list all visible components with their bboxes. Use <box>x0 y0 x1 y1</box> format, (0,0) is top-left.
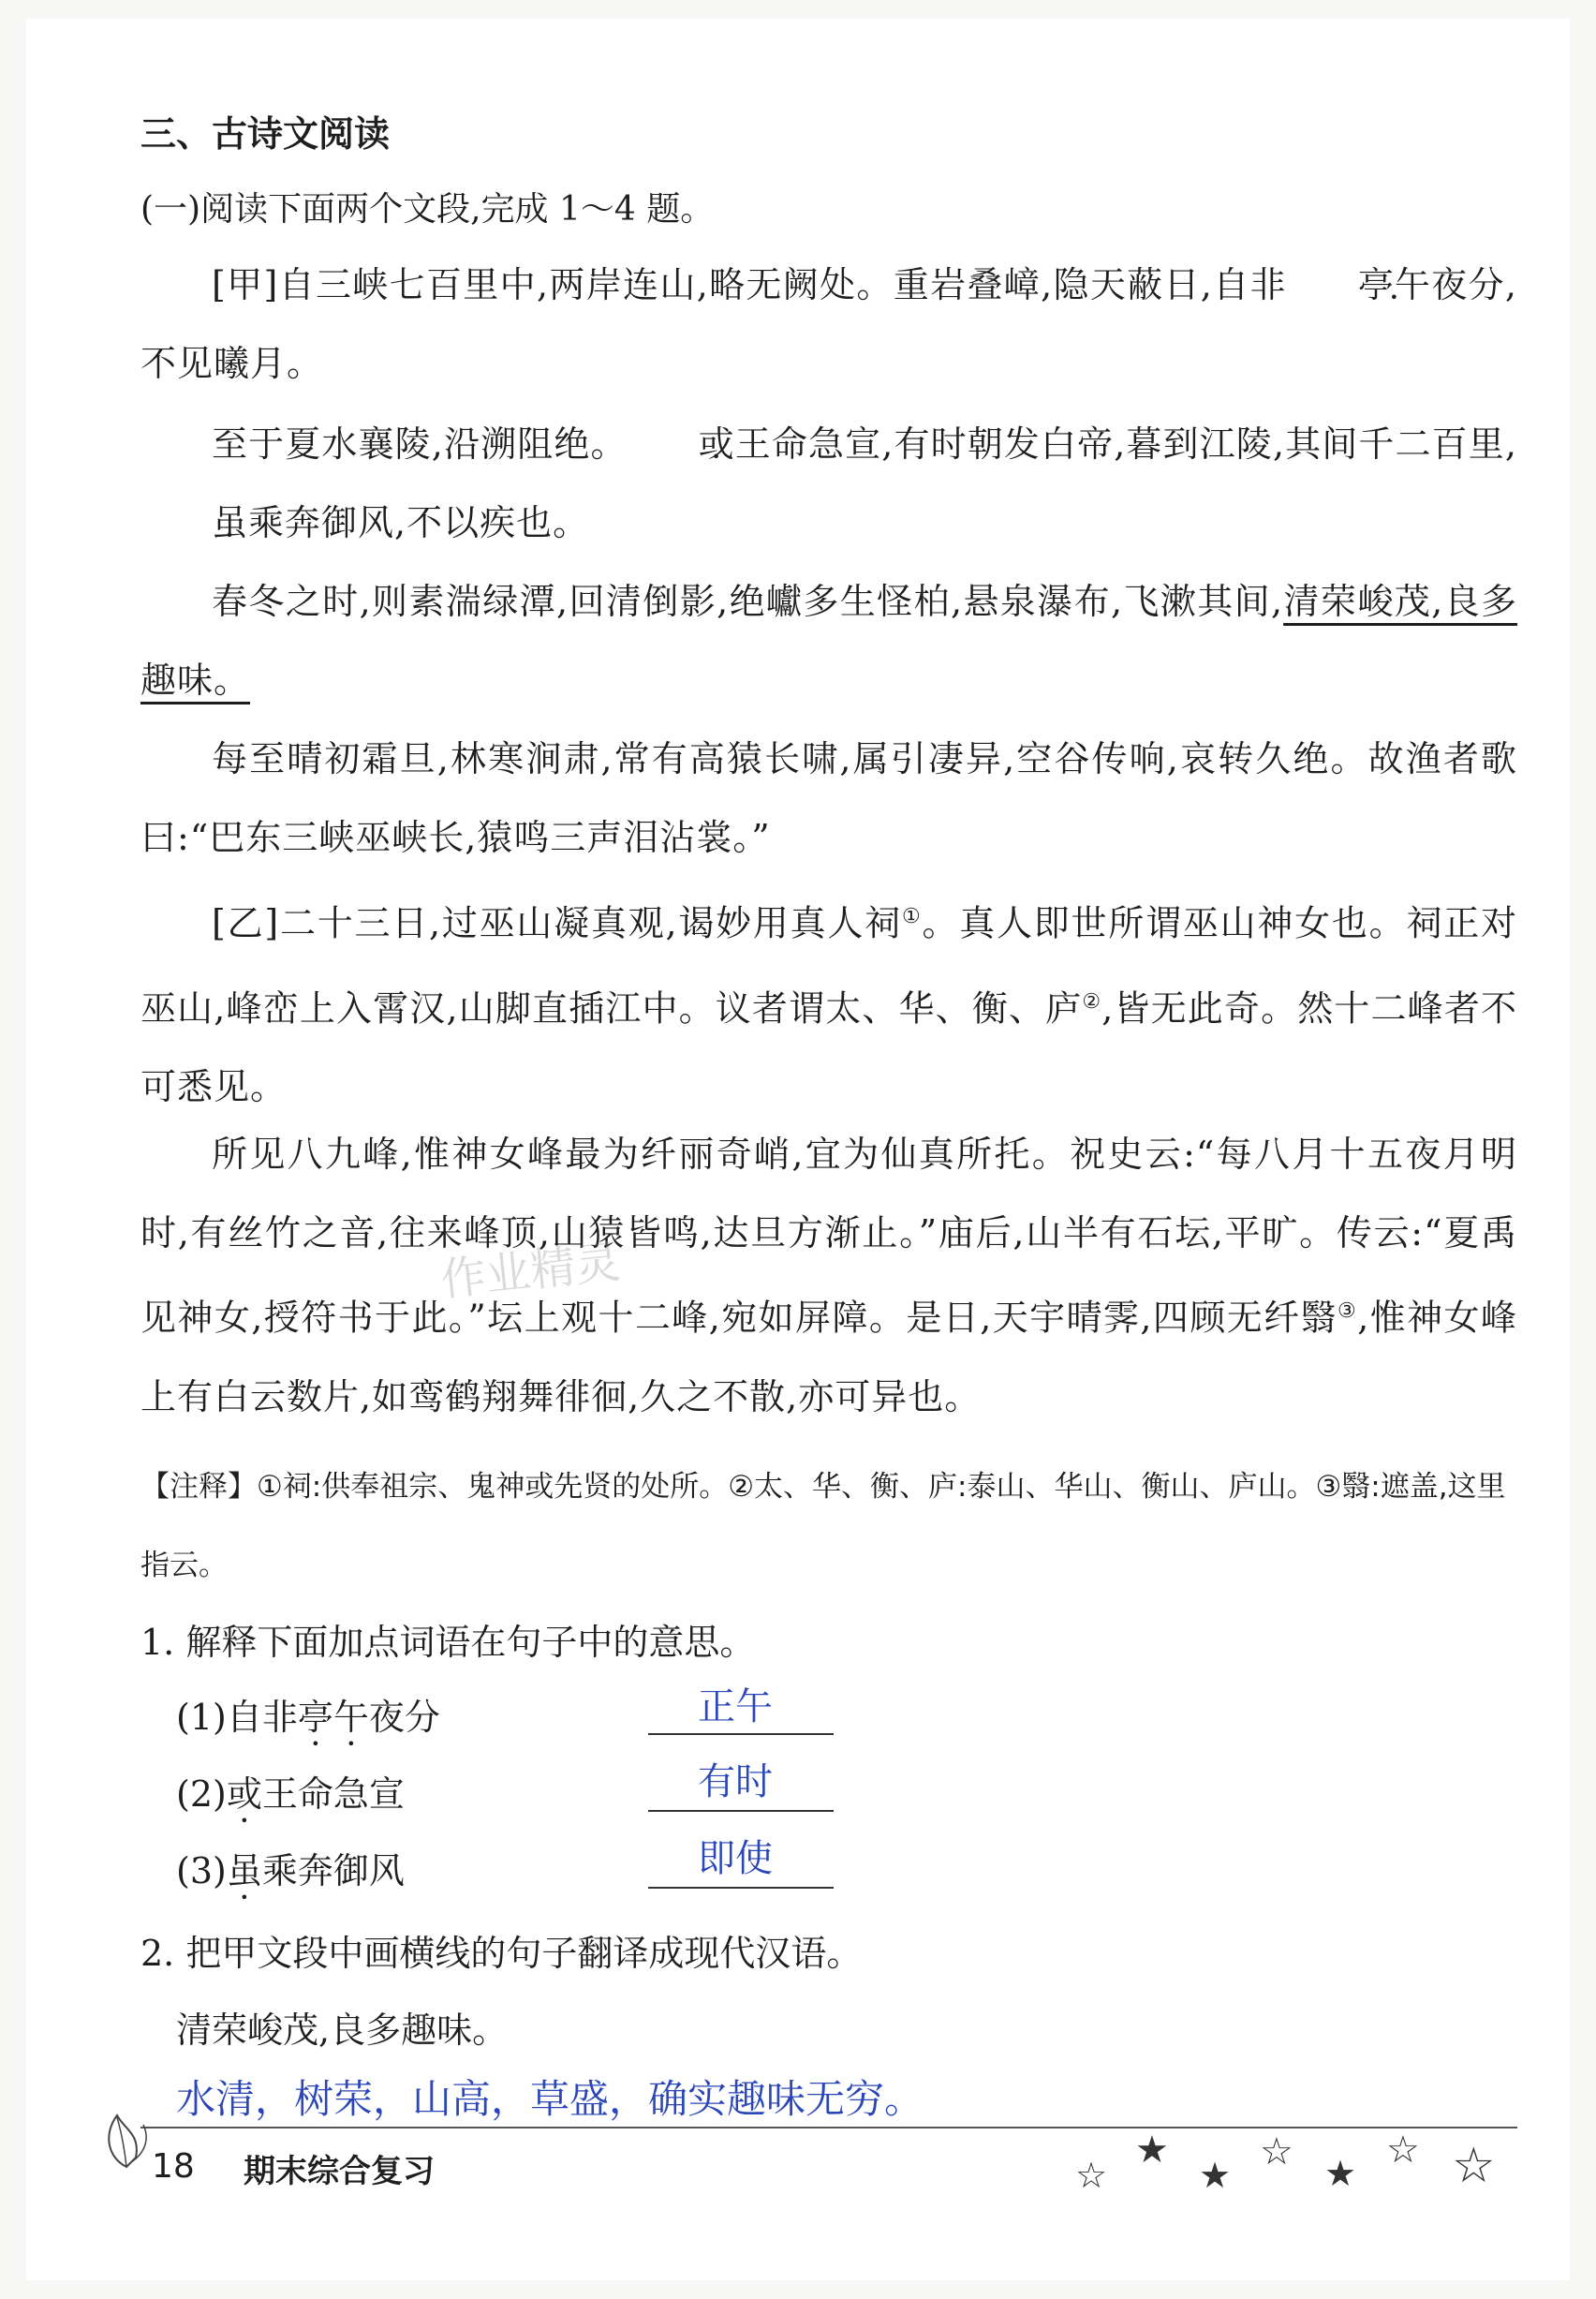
q1-answer-line-3 <box>648 1887 834 1889</box>
question-1-stem: 1. 解释下面加点词语在句子中的意思。 <box>140 1622 756 1663</box>
section-title: 三、古诗文阅读 <box>140 113 391 155</box>
q1-item-3-label: (3)虽乘奔御风 <box>176 1850 405 1891</box>
footer-rule <box>140 2127 1517 2128</box>
leaf-icon <box>98 2106 155 2172</box>
watermark: 作业精灵 <box>438 1236 623 1307</box>
passage-jia-paragraph-2: 至于夏水襄陵,沿溯阻绝。 或 •王命急宣,有时朝发白帝,暮到江陵,其间千二百里,虽 •乘奔御风,不以疾也。 <box>140 405 1517 562</box>
q2-answer[interactable]: 水清，树荣，山高，草盛，确实趣味无穷。 <box>176 2076 924 2122</box>
passage-yi-paragraph-1: [乙]二十三日,过巫山凝真观,谒妙用真人祠①。真人即世所谓巫山神女也。祠正对巫山,峰峦上入霄汉,山脚直插江中。议者谓太、华、衡、庐②,皆无此奇。然十二峰者不可悉见。 <box>140 902 1517 1108</box>
passage-jia-paragraph-4: 每至晴初霜旦,林寒涧肃,常有高猿长啸,属引凄异,空谷传响,哀转久绝。故渔者歌曰:“巴东三峡巫峡长,猿鸣三声泪沾裳。” <box>140 738 1517 858</box>
q2-sentence: 清荣峻茂,良多趣味。 <box>176 2010 509 2051</box>
dotted-word-huo: 或 • <box>628 405 735 483</box>
annotations-notes: 【注释】①祠:供奉祖宗、鬼神或先贤的处所。②太、华、衡、庐:泰山、华山、衡山、庐山。③翳:遮盖,这里指云。 <box>140 1470 1506 1582</box>
question-2-stem: 2. 把甲文段中画横线的句子翻译成现代汉语。 <box>140 1933 863 1974</box>
star-solid-icon: ★ <box>1135 2128 1169 2172</box>
passage-jia-paragraph-1: [甲]自三峡七百里中,两岸连山,略无阙处。重岩叠嶂,隐天蔽日,自非 亭午 •夜分,不见曦月。 <box>140 245 1517 403</box>
q1-answer-line-2 <box>648 1810 834 1812</box>
q1-answer-1[interactable]: 正午 <box>698 1685 773 1728</box>
star-solid-icon: ★ <box>1199 2155 1232 2196</box>
footnote-marker-2: ② <box>1082 989 1102 1014</box>
q1-answer-3[interactable]: 即使 <box>698 1837 773 1880</box>
reading-instruction: (一)阅读下面两个文段,完成 1～4 题。 <box>140 190 715 229</box>
passage-yi-paragraph-2: 所见八九峰,惟神女峰最为纤丽奇峭,宜为仙真所托。祝史云:“每八月十五夜月明时,有丝竹之音,往来峰顶,山猿皆鸣,达旦方渐止。”庙后,山半有石坛,平旷。传云:“夏禹见神女,授符书于此。”坛上观十二峰,宛如屏障。是日,天宇晴霁,四顾无纤翳③,惟神女峰上有白云数片,如鸾鹤翔舞徘徊,久之不散,亦可异也。 <box>140 1134 1517 1417</box>
star-outline-icon: ☆ <box>1386 2128 1420 2172</box>
page-number: 18 <box>152 2147 195 2186</box>
dotted-word-tingwu: 亭午 • <box>1287 264 1431 305</box>
star-outline-icon: ☆ <box>1452 2138 1496 2194</box>
q1-item-2-label: (2)或王命急宣 <box>176 1773 405 1815</box>
footnote-marker-1: ① <box>901 905 923 928</box>
dotted-word-sui: 虽 • <box>140 483 248 562</box>
footnote-marker-3: ③ <box>1337 1299 1358 1323</box>
footer-title: 期末综合复习 <box>244 2153 435 2190</box>
star-outline-icon: ☆ <box>1075 2155 1108 2196</box>
passage-jia-paragraph-3: 春冬之时,则素湍绿潭,回清倒影,绝巘多生怪柏,悬泉瀑布,飞漱其间,清荣峻茂,良多趣味。 <box>140 581 1517 701</box>
underlined-sentence: 清荣峻茂,良多趣味。 <box>140 581 1517 701</box>
star-outline-icon: ☆ <box>1260 2130 1293 2173</box>
q1-answer-2[interactable]: 有时 <box>698 1760 773 1803</box>
q1-item-1-label: (1)自非亭午夜分 <box>176 1697 440 1738</box>
q1-answer-line-1 <box>648 1733 834 1735</box>
star-solid-icon: ★ <box>1324 2153 1357 2194</box>
